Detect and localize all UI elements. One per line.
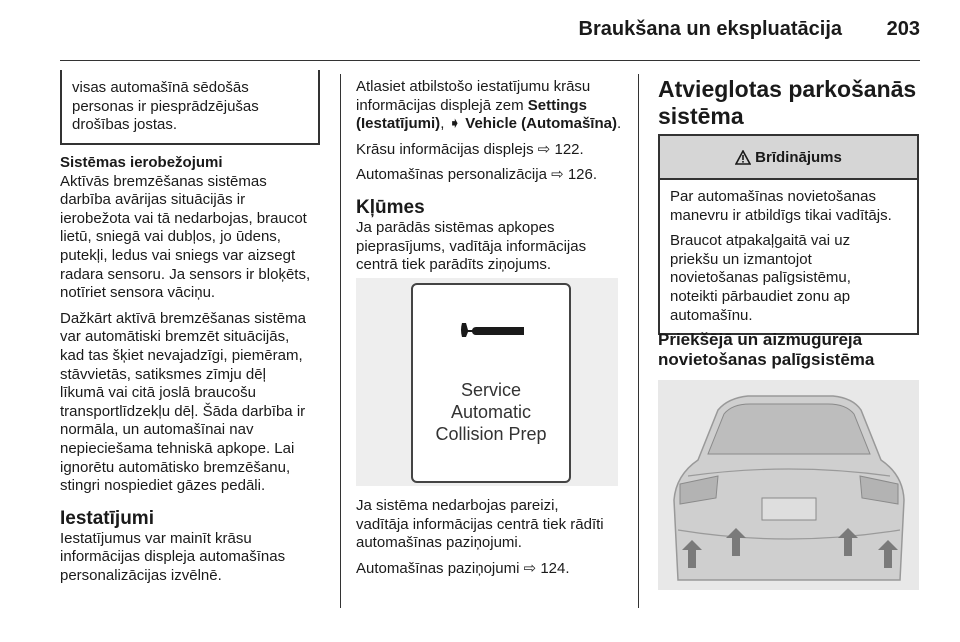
malfunction-paragraph — [356, 497, 634, 553]
column-divider-1 — [340, 74, 341, 608]
text-line: pieprasījums, vadītāja informācijas — [356, 237, 587, 255]
text-line: stāvvietās, satiksmes zīmju dēļ — [60, 365, 266, 383]
display-line-automatic: Automatic — [450, 402, 532, 422]
text-line: Ja parādās sistēmas apkopes — [356, 218, 555, 236]
text-line: ignorētu automātisko bremzēšanu, — [60, 458, 291, 476]
service-message-figure — [356, 278, 618, 486]
settings-paragraph — [60, 530, 330, 586]
text-line: kad tas šķiet nevajadzīgi, piemēram, — [60, 346, 303, 364]
text-line: darbība avārijas situācijās ir — [60, 191, 246, 209]
ref-personalization: Automašīnas personalizācija ⇨ 126. — [356, 166, 598, 184]
text-line: Ja sistēma nedarbojas pareizi, — [356, 497, 559, 514]
text-line: priekšu un izmantojot — [670, 250, 812, 268]
text-line: transportlīdzekļu dēļ. Šāda darbība ir — [60, 402, 306, 420]
text-line: informācijas displejā zem — [356, 96, 528, 114]
column-divider-2 — [638, 74, 639, 608]
display-line-service: Service — [460, 380, 522, 400]
punctuation: . — [616, 115, 622, 133]
warning-header — [660, 136, 917, 180]
section-heading-line: Atvieglotas parkošanās — [658, 76, 917, 102]
menu-separator: , ➧ — [440, 115, 466, 133]
text-line: lietū, sniegā vai dubļos, jo ūdens, — [60, 228, 281, 246]
box-line: personas ir piesprādzējušas — [72, 97, 259, 115]
sub-heading-block — [658, 330, 928, 370]
text-line: manevru ir atbildīgs tikai vadītājs. — [670, 206, 892, 224]
sub-heading-line: Priekšējā un aizmugurējā — [658, 330, 863, 349]
sub-heading-line: novietošanas palīgsistēma — [658, 350, 875, 369]
limits-heading: Sistēmas ierobežojumi — [60, 154, 223, 171]
page-header — [0, 0, 960, 62]
column-2 — [356, 78, 628, 275]
text-line: Atlasiet atbilstošo iestatījumu krāsu — [356, 78, 591, 95]
column-1 — [60, 154, 330, 585]
text-line: normāla, un automašīnai nav — [60, 421, 254, 439]
settings-heading: Iestatījumi — [60, 507, 154, 529]
text-line: noteikti pārbaudiet zonu ap — [670, 287, 851, 305]
column-3-heading — [658, 76, 928, 130]
text-line: informācijas displeja automašīnas — [60, 548, 286, 566]
intro-paragraph — [356, 78, 628, 134]
text-line: automašīnas paziņojumi. — [356, 534, 522, 552]
warning-box — [658, 134, 919, 335]
text-line: Aktīvās bremzēšanas sistēmas — [60, 172, 267, 190]
driver-info-display — [411, 283, 571, 483]
text-line: radara sensoru. Ja sensors ir bloķēts, — [60, 265, 311, 283]
text-line: personalizācijas izvēlnē. — [60, 566, 222, 584]
text-line: Iestatījumus var mainīt krāsu — [60, 529, 252, 547]
box-line: drošības jostas. — [72, 116, 178, 134]
section-heading-line: sistēma — [658, 103, 744, 129]
override-paragraph — [60, 310, 330, 496]
warning-triangle-icon — [735, 150, 751, 165]
text-line: ierobežota vai tā nedarbojas, braucot — [60, 209, 307, 227]
text-line: var automātiski bremzēt situācijās, — [60, 328, 290, 346]
text-line: novietošanas palīgsistēmu, — [670, 269, 851, 287]
text-line: stingri nospiediet gāzes pedāli. — [60, 477, 266, 495]
page-number: 203 — [886, 18, 920, 40]
settings-menu-translation: (Iestatījumi) — [356, 115, 441, 133]
text-line: vadītāja informācijas centrā tiek rādīti — [356, 515, 604, 533]
text-line: automašīnu. — [670, 306, 753, 324]
warning-body — [660, 180, 917, 333]
box-line: visas automašīnā sēdošās — [72, 79, 249, 96]
display-line-collision-prep: Collision Prep — [435, 424, 547, 444]
wrench-icon — [458, 315, 528, 345]
parking-assist-figure — [658, 380, 919, 590]
errors-heading: Kļūmes — [356, 196, 425, 218]
header-rule — [60, 60, 920, 61]
running-title: Braukšana un ekspluatācija — [578, 18, 842, 40]
text-line: līkumā vai citā joslā braucošu — [60, 384, 256, 402]
text-line: centrā tiek parādīts ziņojums. — [356, 256, 552, 274]
text-line: notīriet sensora vāciņu. — [60, 284, 216, 302]
text-line: Par automašīnas novietošanas — [670, 188, 876, 205]
limits-paragraph — [60, 173, 330, 303]
text-line: Braucot atpakaļgaitā vai uz — [670, 232, 851, 250]
continuation-box — [60, 70, 320, 145]
text-line: putekļi, ledus vai sniegs var aizsegt — [60, 246, 296, 264]
ref-vehicle-messages: Automašīnas paziņojumi ⇨ 124. — [356, 559, 570, 577]
errors-paragraph — [356, 219, 628, 275]
column-2-lower — [356, 497, 634, 578]
vehicle-menu-name: Vehicle (Automašīna) — [465, 115, 617, 133]
ref-display: Krāsu informācijas displejs ⇨ 122. — [356, 140, 584, 158]
car-rear-illustration — [658, 380, 919, 590]
text-line: Dažkārt aktīvā bremzēšanas sistēma — [60, 309, 306, 327]
warning-label: Brīdinājums — [755, 148, 842, 166]
settings-menu-name: Settings — [527, 96, 587, 114]
text-line: nepieciešama tehniskā apkope. Lai — [60, 439, 295, 457]
